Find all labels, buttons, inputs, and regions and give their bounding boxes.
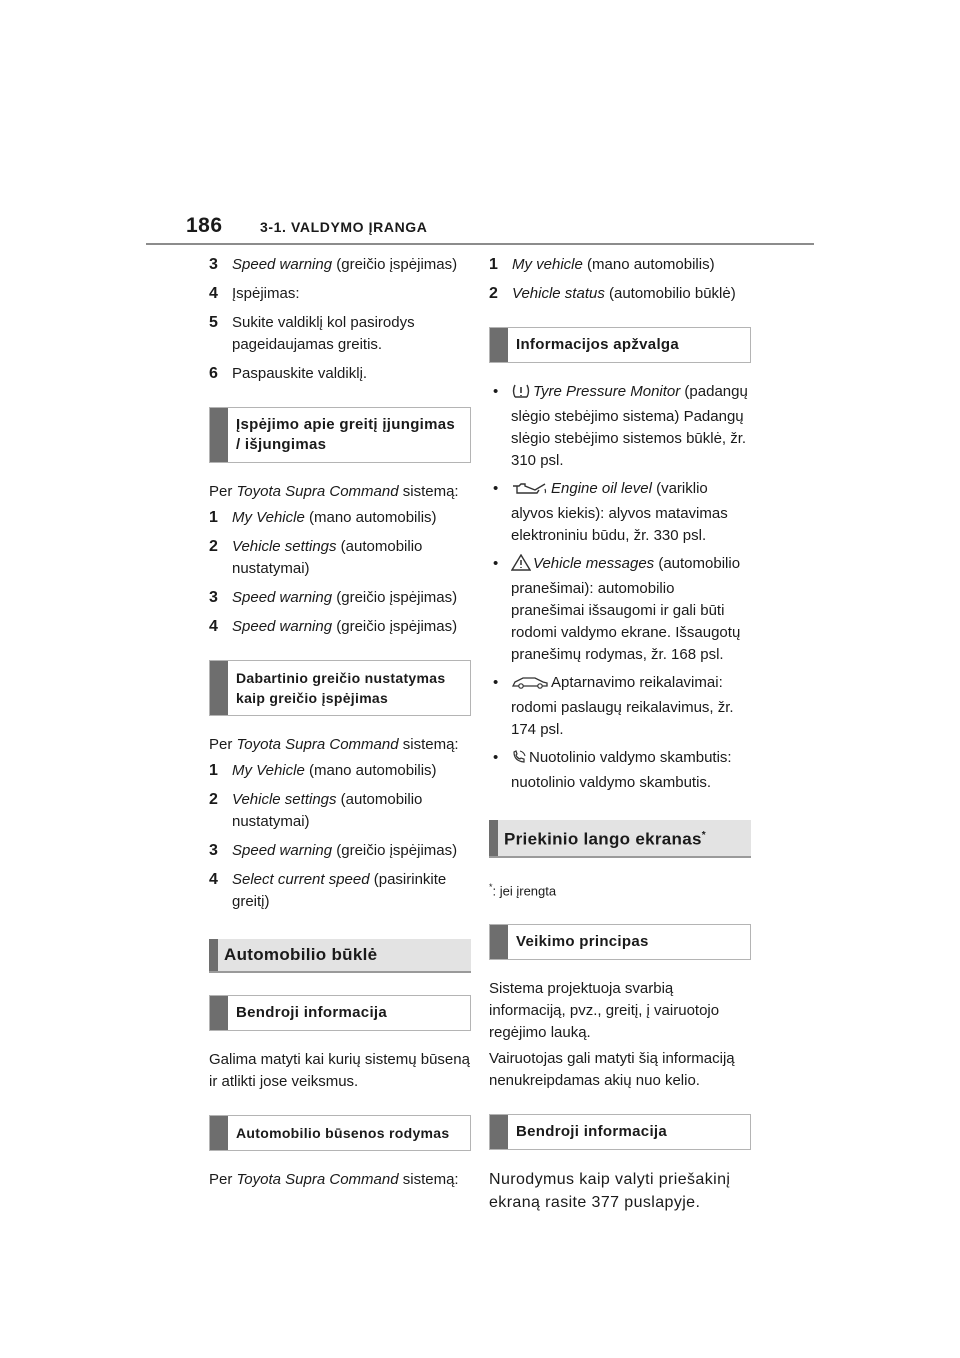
- warning-triangle-icon: [511, 554, 531, 578]
- section-heading-speed-warning-toggle: Įspėjimo apie greitį įjungimas / išjungimas: [209, 407, 471, 463]
- status-feature-list: [489, 381, 751, 794]
- page-number: 186: [186, 214, 223, 237]
- list-item: 2 Vehicle settings (automobilio nustatymai): [209, 791, 423, 830]
- list-item: 6 Paspauskite valdiklį.: [209, 365, 368, 382]
- list-item: • Nuotolinio valdymo skambutis: nuotolinio valdymo skambutis.: [489, 747, 751, 794]
- car-service-icon: [511, 674, 549, 697]
- paragraph: Galima matyti kai kurių sistemų būseną ir atlikti jose veiksmus.: [209, 1051, 470, 1090]
- list-item: • Tyre Pressure Monitor (padangų slėgio stebėjimo sistema) Padangų slėgio stebėjimo sistemos būklė, žr. 310 psl.: [489, 381, 751, 472]
- remote-call-icon: [511, 749, 527, 772]
- right-column: [489, 254, 751, 1221]
- list-item: 1 My Vehicle (mano automobilis): [209, 762, 437, 779]
- list-item: 1 My Vehicle (mano automobilis): [209, 509, 437, 526]
- paragraph: Sistema projektuoja svarbią informaciją, pvz., greitį, į vairuotojo regėjimo lauką.: [489, 979, 720, 1041]
- section-title-head-up-display: Priekinio lango ekranas*: [489, 820, 751, 858]
- instruction-intro: Per Toyota Supra Command sistemą:: [209, 483, 459, 500]
- list-item: 2 Vehicle settings (automobilio nustatymai): [209, 538, 423, 577]
- list-item: 2 Vehicle status (automobilio būklė): [489, 285, 736, 302]
- list-item: 5 Sukite valdiklį kol pasirodys pageidaujamas greitis.: [209, 314, 415, 353]
- list-item: 4 Įspėjimas:: [209, 285, 300, 302]
- list-item: 3 Speed warning (greičio įspėjimas): [209, 589, 458, 606]
- instruction-intro: Per Toyota Supra Command sistemą:: [209, 1171, 459, 1188]
- section-heading-general-info-hud: Bendroji informacija: [489, 1114, 751, 1150]
- list-item: 1 My vehicle (mano automobilis): [489, 256, 715, 273]
- section-heading-info-overview: Informacijos apžvalga: [489, 327, 751, 363]
- list-item: • Engine oil level (variklio alyvos kiekis): alyvos matavimas elektroniniu būdu, žr. 330 psl.: [489, 478, 751, 547]
- paragraph: Vairuotojas gali matyti šią informaciją nenukreipdamas akių nuo kelio.: [489, 1049, 735, 1089]
- steps-top: [209, 254, 471, 385]
- section-title-vehicle-status: Automobilio būklė: [209, 939, 471, 973]
- chapter-title: 3-1. VALDYMO ĮRANGA: [260, 219, 428, 235]
- instruction-intro: Per Toyota Supra Command sistemą:: [209, 736, 459, 753]
- section-heading-current-speed: Dabartinio greičio nustatymas kaip greičio įspėjimas: [209, 660, 471, 716]
- header-divider: [146, 243, 814, 245]
- footnote: *: jei įrengta: [489, 881, 557, 898]
- section-heading-status-display: Automobilio būsenos rodymas: [209, 1115, 471, 1151]
- oil-can-icon: [511, 480, 549, 503]
- list-item: 3 Speed warning (greičio įspėjimas): [209, 842, 458, 859]
- tyre-pressure-icon: [511, 383, 531, 406]
- list-item: 4 Speed warning (greičio įspėjimas): [209, 618, 458, 635]
- section-heading-operating-principle: Veikimo principas: [489, 924, 751, 960]
- list-item: • Vehicle messages (automobilio pranešimai): automobilio pranešimai išsaugomi ir gali būti rodomi valdymo ekrane. Išsaugotų pranešimų rodymas, žr. 168 psl.: [489, 553, 751, 666]
- left-column: [209, 254, 471, 1195]
- section-heading-general-info: Bendroji informacija: [209, 995, 471, 1031]
- list-item: • Aptarnavimo reikalavimai: rodomi paslaugų reikalavimus, žr. 174 psl.: [489, 672, 751, 741]
- paragraph: Nurodymus kaip valyti priešakinį ekraną rasite 377 puslapyje.: [489, 1170, 731, 1211]
- list-item: 4 Select current speed (pasirinkite greitį): [209, 871, 447, 910]
- list-item: 3 Speed warning (greičio įspėjimas): [209, 256, 458, 273]
